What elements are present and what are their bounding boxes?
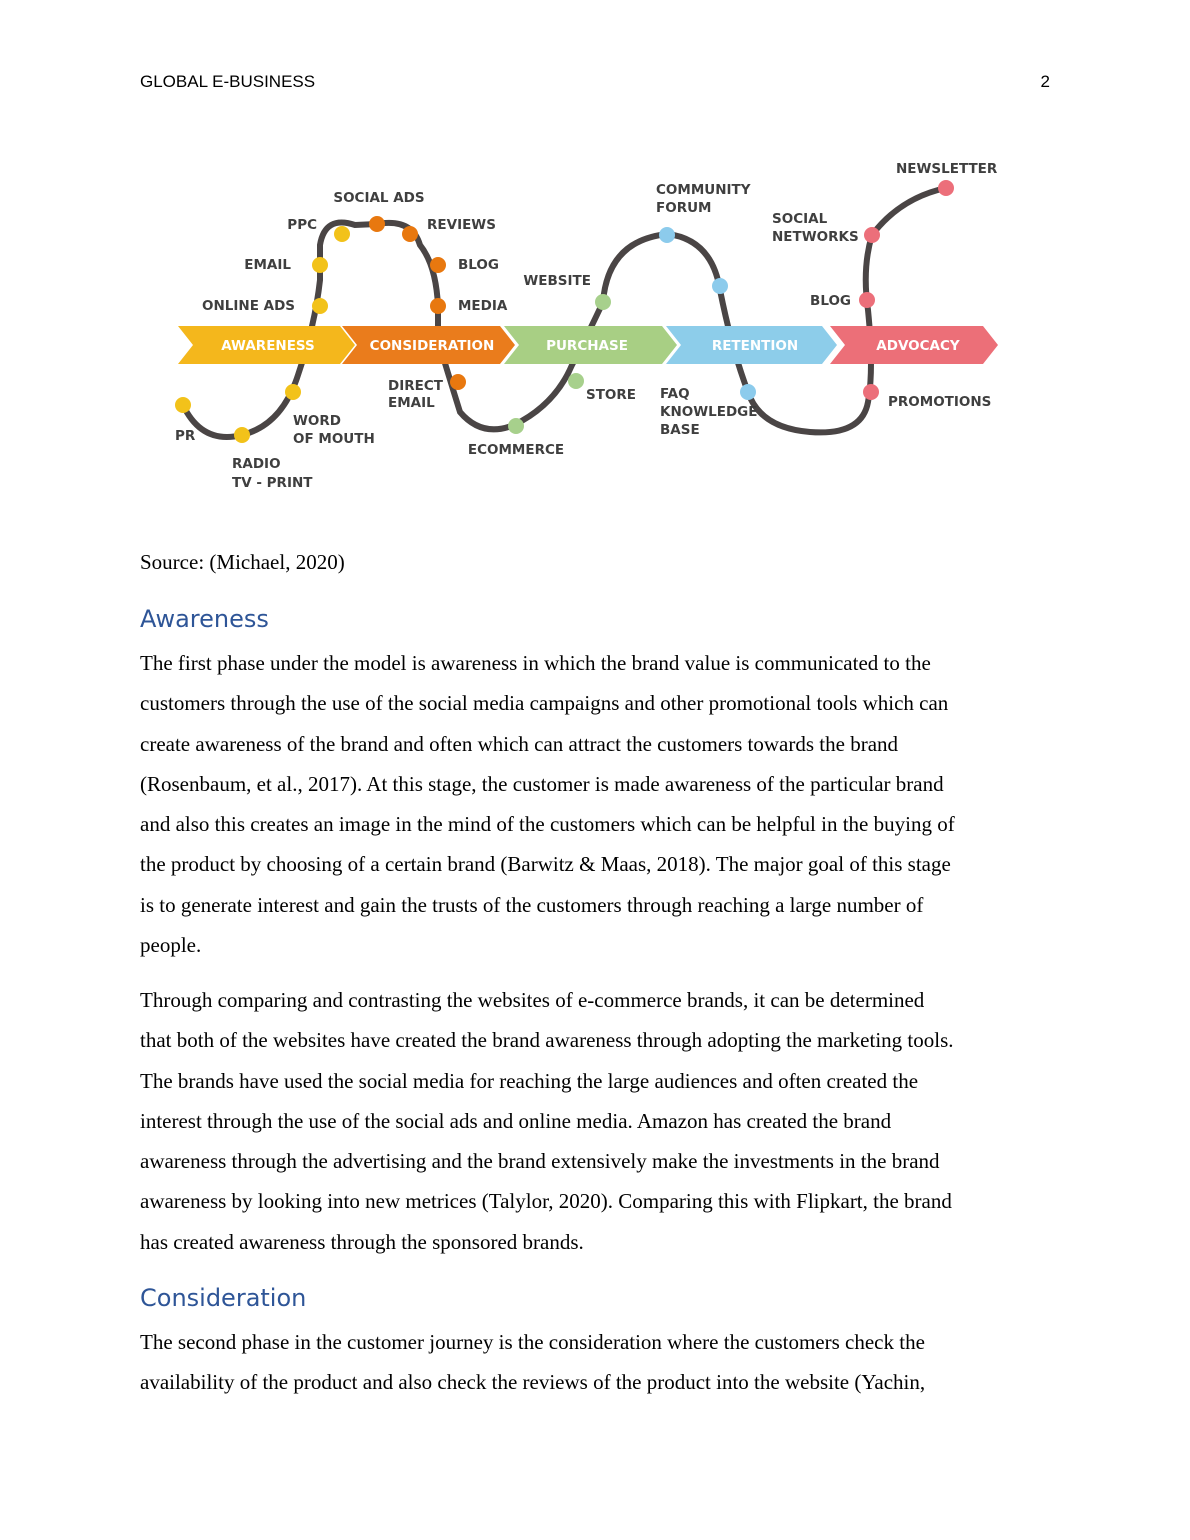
stage-label-retention: RETENTION: [711, 338, 799, 354]
text-line: and also this creates an image in the mind of the customers which can be helpful in the buying of: [140, 812, 955, 837]
touchpoint-label-radio: RADIO: [232, 456, 281, 472]
touchpoint-dot: [568, 373, 584, 389]
touchpoint-label-community: COMMUNITY: [656, 182, 751, 198]
touchpoint-dot: [285, 384, 301, 400]
figure-source-caption: Source: (Michael, 2020): [140, 550, 345, 574]
touchpoint-label-knowledge: KNOWLEDGE: [660, 404, 758, 420]
touchpoint-dot: [859, 292, 875, 308]
heading-consideration: Consideration: [140, 1284, 307, 1312]
text-line: interest through the use of the social ads and online media. Amazon has created the brand: [140, 1108, 892, 1133]
touchpoint-label-social-ads: SOCIAL ADS: [333, 190, 425, 206]
touchpoint-dot: [863, 384, 879, 400]
touchpoint-label-forum: FORUM: [656, 200, 712, 216]
touchpoint-dot: [430, 257, 446, 273]
touchpoint-label-social: SOCIAL: [772, 211, 828, 227]
text-line: The first phase under the model is awareness in which the brand value is communicated to the: [140, 651, 931, 675]
touchpoint-label-base: BASE: [660, 422, 700, 438]
touchpoint-label-store: STORE: [586, 387, 637, 403]
text-line: create awareness of the brand and often which can attract the customers towards the brand: [140, 731, 899, 756]
page-number: 2: [1040, 72, 1050, 91]
touchpoint-dot: [334, 226, 350, 242]
touchpoint-label-tv-print: TV - PRINT: [232, 475, 313, 491]
touchpoint-dot: [450, 374, 466, 390]
touchpoint-dot: [864, 227, 880, 243]
touchpoint-dot: [175, 397, 191, 413]
text-line: that both of the websites have created the brand awareness through adopting the marketing tools.: [140, 1028, 954, 1053]
text-line: The second phase in the customer journey is the consideration where the customers check the: [140, 1330, 925, 1354]
touchpoint-label-newsletter: NEWSLETTER: [896, 161, 998, 177]
touchpoint-dot: [312, 257, 328, 273]
touchpoint-label-ecommerce: ECOMMERCE: [467, 442, 565, 458]
touchpoint-dot: [234, 427, 250, 443]
text-line: customers through the use of the social media campaigns and other promotional tools which can: [140, 691, 949, 716]
touchpoint-label-blog-advocacy: BLOG: [810, 293, 851, 309]
heading-awareness: Awareness: [140, 605, 269, 633]
stage-label-advocacy: ADVOCACY: [876, 338, 960, 354]
customer-journey-diagram: [140, 150, 1050, 505]
touchpoint-label-media: MEDIA: [458, 298, 508, 314]
touchpoint-dot: [938, 180, 954, 196]
text-line: has created awareness through the sponsored brands.: [140, 1229, 584, 1254]
text-line: The brands have used the social media for reaching the large audiences and often created the: [140, 1068, 919, 1093]
text-line: people.: [140, 933, 202, 958]
touchpoint-dot: [595, 294, 611, 310]
stage-label-purchase: PURCHASE: [546, 338, 628, 354]
stage-label-awareness: AWARENESS: [221, 338, 315, 354]
touchpoint-label-direct: DIRECT: [388, 378, 443, 394]
touchpoint-label-promotions: PROMOTIONS: [888, 394, 992, 410]
touchpoint-dot: [740, 384, 756, 400]
touchpoint-label-of-mouth: OF MOUTH: [293, 431, 375, 447]
paragraph-consideration-1: [140, 1322, 1050, 1403]
text-line: the product by choosing of a certain brand (Barwitz & Maas, 2018). The major goal of this stage: [140, 852, 951, 877]
touchpoint-label-pr: PR: [175, 428, 196, 444]
touchpoint-label-ppc: PPC: [287, 217, 317, 233]
paragraph-awareness-1: [140, 643, 1050, 965]
text-line: (Rosenbaum, et al., 2017). At this stage, the customer is made awareness of the particular brand: [140, 771, 944, 796]
touchpoint-label-direct-email: EMAIL: [388, 395, 435, 411]
text-line: is to generate interest and gain the trusts of the customers through reaching a large number of: [140, 892, 924, 917]
touchpoint-dot: [312, 298, 328, 314]
touchpoint-label-email: EMAIL: [244, 257, 291, 273]
text-line: awareness through the advertising and the brand extensively make the investments in the brand: [140, 1149, 940, 1174]
touchpoint-dot: [369, 216, 385, 232]
text-line: availability of the product and also check the reviews of the product into the website (Yachin,: [140, 1370, 926, 1395]
touchpoint-dot: [430, 298, 446, 314]
stage-label-consideration: CONSIDERATION: [369, 338, 495, 354]
running-header-title: GLOBAL E-BUSINESS: [140, 72, 316, 91]
touchpoint-dot: [712, 278, 728, 294]
touchpoint-dot: [659, 227, 675, 243]
text-line: awareness by looking into new metrices (Talylor, 2020). Comparing this with Flipkart, the brand: [140, 1189, 952, 1214]
touchpoint-label-blog: BLOG: [458, 257, 499, 273]
touchpoint-dot: [508, 418, 524, 434]
text-line: Through comparing and contrasting the websites of e-commerce brands, it can be determined: [140, 988, 925, 1012]
touchpoint-label-website: WEBSITE: [523, 273, 591, 289]
touchpoint-dot: [402, 226, 418, 242]
touchpoint-label-word: WORD: [293, 413, 341, 429]
paragraph-awareness-2: [140, 980, 1050, 1262]
touchpoint-label-networks: NETWORKS: [772, 229, 859, 245]
touchpoint-label-online-ads: ONLINE ADS: [202, 298, 295, 314]
touchpoint-label-faq: FAQ: [660, 386, 690, 402]
touchpoint-label-reviews: REVIEWS: [427, 217, 496, 233]
